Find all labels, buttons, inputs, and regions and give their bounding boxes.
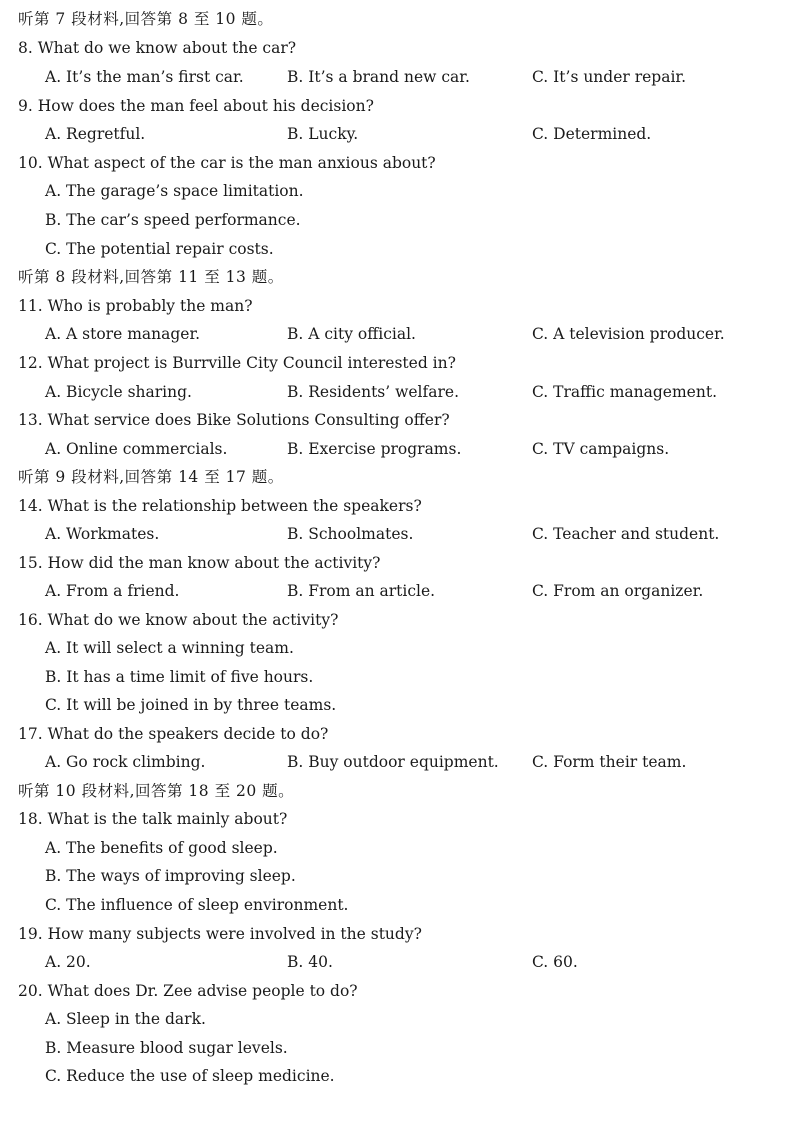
option-b: B. Residents’ welfare. [287, 383, 459, 401]
option-a: A. It’s the man’s first car. [45, 68, 244, 86]
option-b: B. Measure blood sugar levels. [45, 1039, 288, 1057]
option-row [0, 378, 794, 406]
section-heading: 听第 9 段材料,回答第 14 至 17 题。 [18, 468, 284, 486]
option-c: C. A television producer. [532, 325, 725, 343]
option-b: B. From an article. [287, 582, 436, 600]
option-c: C. TV campaigns. [532, 440, 670, 458]
option-c: C. 60. [532, 953, 578, 971]
option-c: C. Traffic management. [532, 383, 717, 401]
section-heading: 听第 8 段材料,回答第 11 至 13 题。 [18, 268, 284, 286]
option-a: A. Sleep in the dark. [45, 1010, 206, 1028]
option-b: B. It has a time limit of five hours. [45, 668, 314, 686]
option-row [0, 120, 794, 148]
question-stem: 18. What is the talk mainly about? [18, 810, 288, 828]
option-b: B. The car’s speed performance. [45, 211, 301, 229]
option-c: C. The potential repair costs. [45, 240, 274, 258]
option-row [0, 520, 794, 548]
question-stem: 10. What aspect of the car is the man anxious about? [18, 154, 436, 172]
option-c: C. Form their team. [532, 753, 687, 771]
option-row [0, 948, 794, 976]
option-b: B. It’s a brand new car. [287, 68, 470, 86]
option-c: C. It’s under repair. [532, 68, 687, 86]
option-c: C. It will be joined in by three teams. [45, 696, 337, 714]
option-b: B. Buy outdoor equipment. [287, 753, 499, 771]
section-heading: 听第 7 段材料,回答第 8 至 10 题。 [18, 10, 274, 28]
section-heading: 听第 10 段材料,回答第 18 至 20 题。 [18, 782, 295, 800]
option-a: A. It will select a winning team. [45, 639, 294, 657]
option-row [0, 748, 794, 776]
question-stem: 19. How many subjects were involved in the study? [18, 925, 422, 943]
question-stem: 11. Who is probably the man? [18, 297, 253, 315]
option-a: A. Workmates. [45, 525, 160, 543]
option-b: B. The ways of improving sleep. [45, 867, 296, 885]
option-a: A. Go rock climbing. [45, 753, 206, 771]
option-b: B. 40. [287, 953, 333, 971]
option-b: B. Exercise programs. [287, 440, 462, 458]
option-a: A. A store manager. [45, 325, 201, 343]
option-a: A. From a friend. [45, 582, 180, 600]
option-b: B. A city official. [287, 325, 416, 343]
option-c: C. Determined. [532, 125, 652, 143]
question-stem: 16. What do we know about the activity? [18, 611, 339, 629]
option-a: A. The benefits of good sleep. [45, 839, 278, 857]
option-b: B. Lucky. [287, 125, 359, 143]
option-b: B. Schoolmates. [287, 525, 414, 543]
option-row [0, 320, 794, 348]
option-c: C. The influence of sleep environment. [45, 896, 349, 914]
question-stem: 17. What do the speakers decide to do? [18, 725, 329, 743]
question-stem: 8. What do we know about the car? [18, 39, 297, 57]
question-stem: 13. What service does Bike Solutions Consulting offer? [18, 411, 450, 429]
option-c: C. From an organizer. [532, 582, 704, 600]
question-stem: 9. How does the man feel about his decision? [18, 97, 374, 115]
option-c: C. Teacher and student. [532, 525, 720, 543]
option-a: A. 20. [45, 953, 91, 971]
option-a: A. Regretful. [45, 125, 146, 143]
question-stem: 20. What does Dr. Zee advise people to do? [18, 982, 358, 1000]
question-stem: 15. How did the man know about the activity? [18, 554, 381, 572]
option-a: A. Online commercials. [45, 440, 228, 458]
option-row [0, 577, 794, 605]
option-a: A. The garage’s space limitation. [45, 182, 304, 200]
option-row [0, 63, 794, 91]
option-c: C. Reduce the use of sleep medicine. [45, 1067, 335, 1085]
option-row [0, 435, 794, 463]
option-a: A. Bicycle sharing. [45, 383, 192, 401]
question-stem: 12. What project is Burrville City Council interested in? [18, 354, 456, 372]
question-stem: 14. What is the relationship between the speakers? [18, 497, 422, 515]
